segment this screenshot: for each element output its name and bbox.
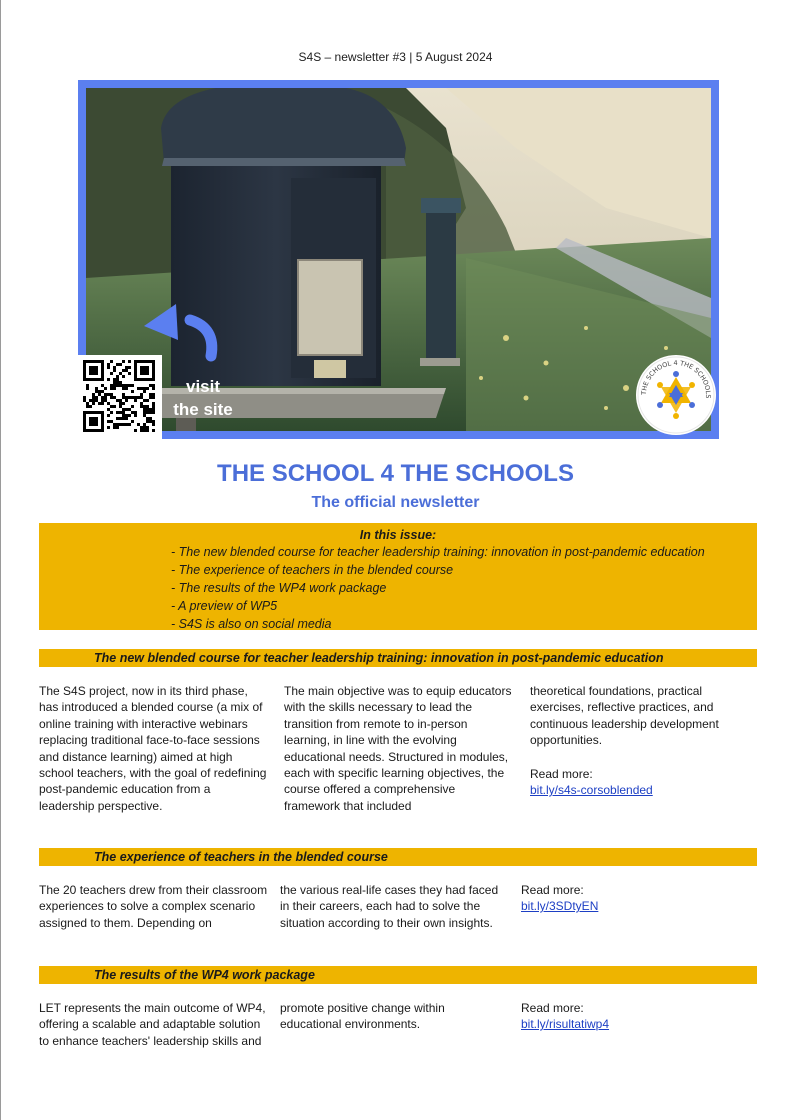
s4s-logo [636,355,716,435]
read-more-label: Read more: [530,766,593,781]
page-edge [0,0,1,1120]
section-1-column-2 [284,683,512,814]
paragraph: LET represents the main outcome of WP4, offering a scalable and adaptable solution to enhance teachers' leadership skills and [39,1001,266,1048]
section-3-column-3 [521,1000,721,1033]
paragraph: the various real-life cases they had faced in their careers, each had to solve the situation according to their own insights. [280,883,499,930]
paragraph: The 20 teachers drew from their classroom experiences to solve a complex scenario assigned to them. Depending on [39,883,268,930]
section-2-column-2 [280,882,510,931]
section-2-column-3 [521,882,721,915]
visit-line-2: the site [173,400,233,419]
issue-item: - The new blended course for teacher leadership training: innovation in post-pandemic education [171,545,705,559]
read-more-link[interactable]: bit.ly/3SDtyEN [521,899,599,914]
issue-list [171,543,705,633]
read-more-label: Read more: [521,1001,584,1015]
paragraph: The main objective was to equip educators with the skills necessary to lead the transition from remote to in-person learning, in line with the evolving educational needs. Structured in modules, each with specific learning objectives, the course offered a comprehensive framework that included [284,684,512,813]
issue-item: - The results of the WP4 work package [171,581,387,595]
read-more-link[interactable]: bit.ly/s4s-corsoblended [530,783,653,798]
section-bar-blended-course [39,649,757,667]
visit-line-1: visit [185,377,221,396]
in-this-issue-box [39,523,757,630]
visit-site-label[interactable] [168,375,238,421]
paragraph: theoretical foundations, practical exercises, reflective practices, and continuous leadership development opportunities. [530,684,719,748]
section-2-column-1 [39,882,269,931]
qr-code[interactable] [78,355,162,439]
logo-ring-text: THE SCHOOL 4 THE SCHOOLS [639,358,713,399]
newsletter-title: THE SCHOOL 4 THE SCHOOLS [217,460,574,487]
section-title: The experience of teachers in the blended course [94,850,388,864]
section-1-column-1 [39,683,269,814]
section-title: The new blended course for teacher leadership training: innovation in post-pandemic education [94,651,664,665]
section-bar-wp4-results [39,966,757,984]
section-bar-teacher-experience [39,848,757,866]
section-title: The results of the WP4 work package [94,968,315,982]
section-3-column-2 [280,1000,480,1033]
issue-item: - The experience of teachers in the blended course [171,563,454,577]
paragraph: The S4S project, now in its third phase, has introduced a blended course (a mix of online training with interactive webinars replacing traditional face-to-face sessions and distance learning) aimed at high school teachers, with the goal of redefining post-pandemic education from a leadership perspective. [39,684,267,813]
section-3-column-1 [39,1000,273,1049]
read-more-link[interactable]: bit.ly/risultatiwp4 [521,1017,610,1032]
issue-item: - S4S is also on social media [171,617,332,631]
paragraph: promote positive change within educational environments. [280,1001,445,1032]
read-more-label: Read more: [521,883,584,897]
section-1-column-3 [530,683,745,798]
issue-item: - A preview of WP5 [171,599,278,613]
newsletter-subtitle: The official newsletter [311,494,480,511]
newsletter-header: S4S – newsletter #3 | 5 August 2024 [298,50,493,64]
in-this-issue-heading: In this issue: [359,528,437,542]
